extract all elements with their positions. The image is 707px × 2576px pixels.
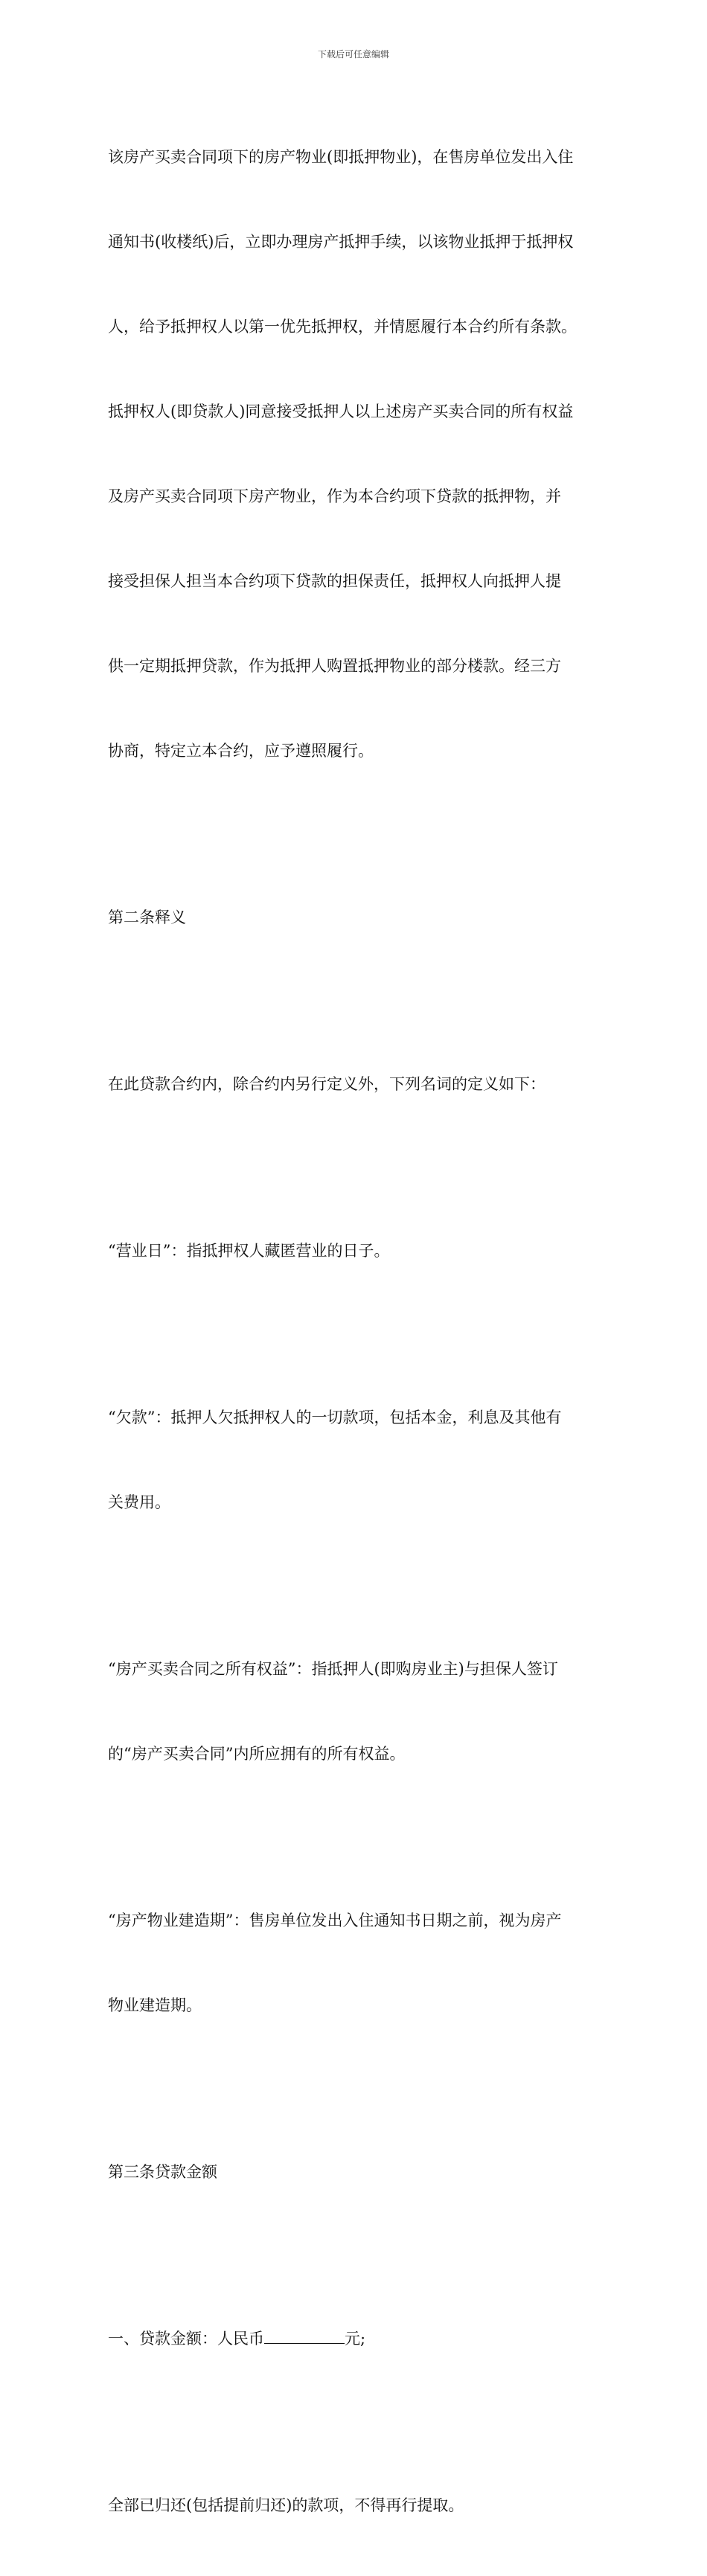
text-line: 全部已归还(包括提前归还)的款项，不得再行提取。 — [108, 2496, 464, 2514]
text-line: 接受担保人担当本合约项下贷款的担保责任，抵押权人向抵押人提 — [108, 572, 561, 590]
text-line: 人，给予抵押权人以第一优先抵押权，并情愿履行本合约所有条款。 — [108, 318, 577, 336]
paragraph-definitions-intro — [108, 1013, 608, 1155]
paragraph-preamble — [108, 86, 608, 821]
page-header: 下载后可任意编辑 — [317, 49, 389, 60]
definition-debt — [108, 1347, 608, 1573]
heading-text: 第三条贷款金额 — [108, 2163, 217, 2181]
article-2-heading — [108, 847, 608, 988]
text-line: “房产买卖合同之所有权益”：指抵押人(即购房业主)与担保人签订 — [108, 1660, 558, 1678]
text-line: 协商，特定立本合约，应予遵照履行。 — [108, 742, 374, 760]
loan-amount-blank — [264, 2330, 345, 2344]
definition-business-day — [108, 1180, 608, 1321]
text-line: “欠款”：抵押人欠抵押权人的一切款项，包括本金，利息及其他有 — [108, 1409, 562, 1426]
text-line: 及房产买卖合同项下房产物业，作为本合约项下贷款的抵押物，并 — [108, 487, 561, 505]
definition-construction-period — [108, 1850, 608, 2076]
text-line: “房产物业建造期”：售房单位发出入住通知书日期之前，视为房产 — [108, 1912, 562, 1929]
text-line: 该房产买卖合同项下的房产物业(即抵押物业)，在售房单位发出入住 — [108, 148, 574, 166]
paragraph-repayment-note — [108, 2435, 608, 2576]
text-line: 在此贷款合约内，除合约内另行定义外，下列名词的定义如下： — [108, 1075, 546, 1093]
loan-amount-unit: 元; — [345, 2330, 366, 2348]
article-3-heading — [108, 2101, 608, 2243]
text-line: “营业日”：指抵押权人藏匿营业的日子。 — [108, 1242, 390, 1260]
text-line: 物业建造期。 — [108, 1996, 202, 2014]
text-line: 关费用。 — [108, 1493, 170, 1511]
text-line: 通知书(收楼纸)后，立即办理房产抵押手续，以该物业抵押于抵押权 — [108, 233, 574, 251]
loan-amount-line — [108, 2268, 608, 2409]
document-body — [108, 86, 608, 2576]
text-line: 抵押权人(即贷款人)同意接受抵押人以上述房产买卖合同的所有权益 — [108, 403, 574, 420]
loan-amount-label: 一、贷款金额：人民币 — [108, 2330, 264, 2348]
definition-contract-rights — [108, 1598, 608, 1824]
text-line: 的“房产买卖合同”内所应拥有的所有权益。 — [108, 1745, 406, 1763]
heading-text: 第二条释义 — [108, 909, 186, 926]
text-line: 供一定期抵押贷款，作为抵押人购置抵押物业的部分楼款。经三方 — [108, 657, 561, 675]
